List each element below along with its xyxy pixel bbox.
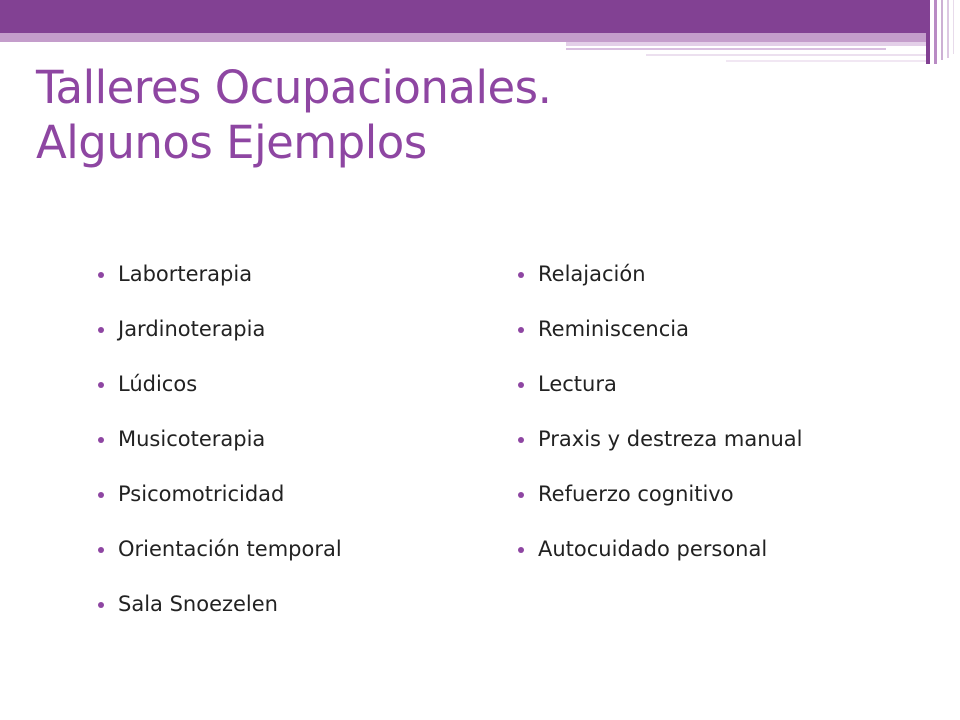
list-item: Jardinoterapia xyxy=(96,302,496,357)
list-item: Laborterapia xyxy=(96,247,496,302)
slide-title-line-2: Algunos Ejemplos xyxy=(36,116,427,169)
list-item: Psicomotricidad xyxy=(96,467,496,522)
list-item: Orientación temporal xyxy=(96,522,496,577)
list-item: Musicoterapia xyxy=(96,412,496,467)
list-item: Relajación xyxy=(516,247,936,302)
slide-title-line-1: Talleres Ocupacionales. xyxy=(36,61,552,114)
list-item: Praxis y destreza manual xyxy=(516,412,936,467)
right-bullet-list xyxy=(516,247,936,577)
list-item: Lúdicos xyxy=(96,357,496,412)
slide-title xyxy=(36,60,916,170)
list-item: Reminiscencia xyxy=(516,302,936,357)
list-item: Autocuidado personal xyxy=(516,522,936,577)
left-bullet-list xyxy=(96,247,496,632)
header-decorative-stripes xyxy=(926,0,960,64)
list-item: Refuerzo cognitivo xyxy=(516,467,936,522)
list-item: Sala Snoezelen xyxy=(96,577,496,632)
list-item: Lectura xyxy=(516,357,936,412)
header-band-light xyxy=(0,33,926,42)
header-band xyxy=(0,0,926,33)
